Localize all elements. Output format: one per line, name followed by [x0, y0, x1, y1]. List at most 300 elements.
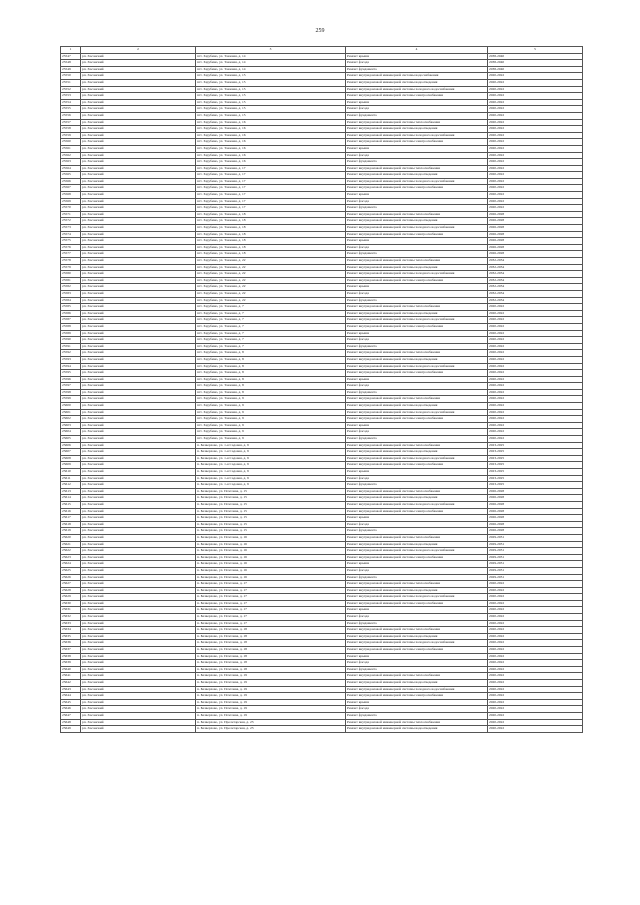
- row-number-cell: 25648: [61, 719, 81, 726]
- address-cell: пгт. Зарубино, ул. Таежная, д. 18: [196, 218, 346, 225]
- table-row: [61, 271, 583, 278]
- period-cell: 2020-2022: [488, 693, 583, 700]
- period-cell: 2026-2028: [488, 521, 583, 528]
- municipality-cell: рп. Хасанский: [81, 726, 196, 733]
- row-number-cell: 25644: [61, 693, 81, 700]
- work-type-cell: Ремонт внутридомовой инженерной системы теплоснабжения: [346, 211, 488, 218]
- table-row: [61, 66, 583, 73]
- table-row: [61, 165, 583, 172]
- address-cell: п. Безверхово, ул. Почтовая, д. 15: [196, 495, 346, 502]
- address-cell: п. Безверхово, ул. 1-я Садовая, д. 9: [196, 475, 346, 482]
- municipality-cell: рп. Хасанский: [81, 172, 196, 179]
- table-row: [61, 53, 583, 60]
- table-row: [61, 647, 583, 654]
- address-cell: пгт. Зарубино, ул. Таежная, д. 18: [196, 231, 346, 238]
- address-cell: пгт. Зарубино, ул. Таежная, д. 17: [196, 198, 346, 205]
- row-number-cell: 25571: [61, 211, 81, 218]
- row-number-cell: 25566: [61, 178, 81, 185]
- work-type-cell: Ремонт фундамента: [346, 251, 488, 258]
- table-row: [61, 706, 583, 713]
- row-number-cell: 25556: [61, 112, 81, 119]
- address-cell: п. Безверхово, ул. Почтовая, д. 16: [196, 561, 346, 568]
- period-cell: 2020-2022: [488, 614, 583, 621]
- row-number-cell: 25555: [61, 106, 81, 113]
- address-cell: пгт. Зарубино, ул. Таежная, д. 9: [196, 436, 346, 443]
- row-number-cell: 25576: [61, 244, 81, 251]
- municipality-cell: рп. Хасанский: [81, 350, 196, 357]
- row-number-cell: 25630: [61, 600, 81, 607]
- table-header-row: [61, 47, 583, 54]
- municipality-cell: рп. Хасанский: [81, 416, 196, 423]
- row-number-cell: 25584: [61, 297, 81, 304]
- municipality-cell: рп. Хасанский: [81, 356, 196, 363]
- work-type-cell: Ремонт фасада: [346, 60, 488, 67]
- work-type-cell: Ремонт внутридомовой инженерной системы теплоснабжения: [346, 258, 488, 265]
- address-cell: пгт. Зарубино, ул. Таежная, д. 22: [196, 277, 346, 284]
- address-cell: пгт. Зарубино, ул. Таежная, д. 15: [196, 106, 346, 113]
- period-cell: 2038-2040: [488, 66, 583, 73]
- row-number-cell: 25603: [61, 422, 81, 429]
- row-number-cell: 25617: [61, 515, 81, 522]
- table-row: [61, 251, 583, 258]
- municipality-cell: рп. Хасанский: [81, 132, 196, 139]
- work-type-cell: Ремонт внутридомовой инженерной системы водоотведения: [346, 264, 488, 271]
- table-row: [61, 99, 583, 106]
- address-cell: пгт. Зарубино, ул. Таежная, д. 18: [196, 225, 346, 232]
- municipality-cell: рп. Хасанский: [81, 330, 196, 337]
- address-cell: пгт. Зарубино, ул. Таежная, д. 22: [196, 297, 346, 304]
- row-number-cell: 25626: [61, 574, 81, 581]
- period-cell: 2020-2022: [488, 403, 583, 410]
- table-row: [61, 310, 583, 317]
- address-cell: пгт. Зарубино, ул. Таежная, д. 14: [196, 53, 346, 60]
- municipality-cell: рп. Хасанский: [81, 376, 196, 383]
- table-row: [61, 429, 583, 436]
- row-number-cell: 25624: [61, 561, 81, 568]
- work-type-cell: Ремонт фасада: [346, 660, 488, 667]
- period-cell: 2020-2022: [488, 73, 583, 80]
- address-cell: п. Безверхово, ул. Почтовая, д. 18: [196, 647, 346, 654]
- municipality-cell: рп. Хасанский: [81, 205, 196, 212]
- municipality-cell: рп. Хасанский: [81, 455, 196, 462]
- period-cell: 2020-2022: [488, 409, 583, 416]
- municipality-cell: рп. Хасанский: [81, 660, 196, 667]
- municipality-cell: рп. Хасанский: [81, 152, 196, 159]
- address-cell: пгт. Зарубино, ул. Таежная, д. 16: [196, 152, 346, 159]
- row-number-cell: 25581: [61, 277, 81, 284]
- municipality-cell: рп. Хасанский: [81, 225, 196, 232]
- table-row: [61, 159, 583, 166]
- work-type-cell: Ремонт внутридомовой инженерной системы водоотведения: [346, 541, 488, 548]
- municipality-cell: рп. Хасанский: [81, 264, 196, 271]
- row-number-cell: 25605: [61, 436, 81, 443]
- table-row: [61, 614, 583, 621]
- row-number-cell: 25613: [61, 488, 81, 495]
- table-row: [61, 112, 583, 119]
- address-cell: пгт. Зарубино, ул. Таежная, д. 17: [196, 172, 346, 179]
- table-row: [61, 469, 583, 476]
- period-cell: 2026-2028: [488, 225, 583, 232]
- work-type-cell: Ремонт внутридомовой инженерной системы холодного водоснабжения: [346, 594, 488, 601]
- table-row: [61, 515, 583, 522]
- municipality-cell: рп. Хасанский: [81, 422, 196, 429]
- table-row: [61, 211, 583, 218]
- period-cell: 2032-2034: [488, 258, 583, 265]
- address-cell: пгт. Зарубино, ул. Таежная, д. 16: [196, 159, 346, 166]
- work-type-cell: Ремонт внутридомовой инженерной системы электроснабжения: [346, 323, 488, 330]
- work-type-cell: Ремонт внутридомовой инженерной системы холодного водоснабжения: [346, 409, 488, 416]
- municipality-cell: рп. Хасанский: [81, 541, 196, 548]
- table-row: [61, 587, 583, 594]
- period-cell: 2020-2022: [488, 436, 583, 443]
- work-type-cell: Ремонт внутридомовой инженерной системы холодного водоснабжения: [346, 271, 488, 278]
- address-cell: п. Безверхово, ул. Почтовая, д. 17: [196, 587, 346, 594]
- work-type-cell: Ремонт фундамента: [346, 482, 488, 489]
- row-number-cell: 25590: [61, 337, 81, 344]
- row-number-cell: 25647: [61, 712, 81, 719]
- address-cell: п. Безверхово, ул. Почтовая, д. 18: [196, 653, 346, 660]
- row-number-cell: 25585: [61, 304, 81, 311]
- work-type-cell: Ремонт внутридомовой инженерной системы водоотведения: [346, 126, 488, 133]
- period-cell: 2020-2022: [488, 633, 583, 640]
- municipality-cell: рп. Хасанский: [81, 436, 196, 443]
- period-cell: 2020-2022: [488, 112, 583, 119]
- municipality-cell: рп. Хасанский: [81, 251, 196, 258]
- row-number-cell: 25620: [61, 534, 81, 541]
- table-row: [61, 152, 583, 159]
- row-number-cell: 25580: [61, 271, 81, 278]
- work-type-cell: Ремонт внутридомовой инженерной системы водоотведения: [346, 79, 488, 86]
- municipality-cell: рп. Хасанский: [81, 139, 196, 146]
- work-type-cell: Ремонт внутридомовой инженерной системы водоотведения: [346, 218, 488, 225]
- row-number-cell: 25564: [61, 165, 81, 172]
- municipality-cell: рп. Хасанский: [81, 86, 196, 93]
- municipality-cell: рп. Хасанский: [81, 640, 196, 647]
- work-type-cell: Ремонт внутридомовой инженерной системы теплоснабжения: [346, 488, 488, 495]
- table-row: [61, 258, 583, 265]
- municipality-cell: рп. Хасанский: [81, 389, 196, 396]
- period-cell: 2020-2022: [488, 93, 583, 100]
- row-number-cell: 25646: [61, 706, 81, 713]
- period-cell: 2020-2022: [488, 363, 583, 370]
- municipality-cell: рп. Хасанский: [81, 508, 196, 515]
- table-row: [61, 389, 583, 396]
- row-number-cell: 25582: [61, 284, 81, 291]
- period-cell: 2020-2022: [488, 429, 583, 436]
- period-cell: 2020-2022: [488, 178, 583, 185]
- address-cell: пгт. Зарубино, ул. Таежная, д. 7: [196, 310, 346, 317]
- municipality-cell: рп. Хасанский: [81, 574, 196, 581]
- municipality-cell: рп. Хасанский: [81, 686, 196, 693]
- period-cell: 2020-2022: [488, 172, 583, 179]
- address-cell: пгт. Зарубино, ул. Таежная, д. 15: [196, 99, 346, 106]
- municipality-cell: рп. Хасанский: [81, 297, 196, 304]
- period-cell: 2020-2022: [488, 699, 583, 706]
- table-row: [61, 436, 583, 443]
- row-number-cell: 25607: [61, 449, 81, 456]
- address-cell: пгт. Зарубино, ул. Таежная, д. 8: [196, 389, 346, 396]
- work-type-cell: Ремонт фундамента: [346, 343, 488, 350]
- row-number-cell: 25600: [61, 403, 81, 410]
- table-row: [61, 561, 583, 568]
- table-row: [61, 521, 583, 528]
- period-cell: 2020-2022: [488, 310, 583, 317]
- table-row: [61, 132, 583, 139]
- period-cell: 2020-2022: [488, 396, 583, 403]
- row-number-cell: 25549: [61, 66, 81, 73]
- municipality-cell: рп. Хасанский: [81, 337, 196, 344]
- address-cell: п. Безверхово, ул. Почтовая, д. 15: [196, 521, 346, 528]
- address-cell: п. Безверхово, ул. Почтовая, д. 16: [196, 548, 346, 555]
- table-row: [61, 139, 583, 146]
- address-cell: пгт. Зарубино, ул. Таежная, д. 18: [196, 211, 346, 218]
- row-number-cell: 25637: [61, 647, 81, 654]
- municipality-cell: рп. Хасанский: [81, 178, 196, 185]
- row-number-cell: 25625: [61, 567, 81, 574]
- work-type-cell: Ремонт фасада: [346, 290, 488, 297]
- work-type-cell: Ремонт внутридомовой инженерной системы холодного водоснабжения: [346, 225, 488, 232]
- municipality-cell: рп. Хасанский: [81, 277, 196, 284]
- row-number-cell: 25608: [61, 455, 81, 462]
- address-cell: пгт. Зарубино, ул. Таежная, д. 15: [196, 93, 346, 100]
- work-type-cell: Ремонт внутридомовой инженерной системы водоотведения: [346, 356, 488, 363]
- work-type-cell: Ремонт фасада: [346, 567, 488, 574]
- address-cell: п. Безверхово, ул. Почтовая, д. 17: [196, 594, 346, 601]
- municipality-cell: рп. Хасанский: [81, 581, 196, 588]
- table-row: [61, 376, 583, 383]
- period-cell: 2023-2025: [488, 475, 583, 482]
- period-cell: 2020-2022: [488, 323, 583, 330]
- column-header: 1: [61, 47, 81, 54]
- period-cell: 2020-2022: [488, 581, 583, 588]
- municipality-cell: рп. Хасанский: [81, 304, 196, 311]
- address-cell: пгт. Зарубино, ул. Таежная, д. 17: [196, 178, 346, 185]
- row-number-cell: 25579: [61, 264, 81, 271]
- table-row: [61, 508, 583, 515]
- work-type-cell: Ремонт крыши: [346, 53, 488, 60]
- municipality-cell: рп. Хасанский: [81, 528, 196, 535]
- municipality-cell: рп. Хасанский: [81, 653, 196, 660]
- row-number-cell: 25573: [61, 225, 81, 232]
- address-cell: пгт. Зарубино, ул. Таежная, д. 9: [196, 403, 346, 410]
- period-cell: 2020-2022: [488, 350, 583, 357]
- table-row: [61, 726, 583, 733]
- column-header: 5: [488, 47, 583, 54]
- municipality-cell: рп. Хасанский: [81, 567, 196, 574]
- address-cell: п. Безверхово, ул. Почтовая, д. 16: [196, 554, 346, 561]
- work-type-cell: Ремонт внутридомовой инженерной системы электроснабжения: [346, 231, 488, 238]
- municipality-cell: рп. Хасанский: [81, 469, 196, 476]
- address-cell: п. Безверхово, ул. 1-я Садовая, д. 9: [196, 462, 346, 469]
- row-number-cell: 25559: [61, 132, 81, 139]
- row-number-cell: 25577: [61, 251, 81, 258]
- work-type-cell: Ремонт внутридомовой инженерной системы электроснабжения: [346, 416, 488, 423]
- address-cell: п. Безверхово, ул. Почтовая, д. 19: [196, 712, 346, 719]
- period-cell: 2029-2031: [488, 574, 583, 581]
- municipality-cell: рп. Хасанский: [81, 693, 196, 700]
- table-row: [61, 192, 583, 199]
- row-number-cell: 25615: [61, 501, 81, 508]
- work-type-cell: Ремонт внутридомовой инженерной системы водоотведения: [346, 680, 488, 687]
- row-number-cell: 25595: [61, 370, 81, 377]
- row-number-cell: 25591: [61, 343, 81, 350]
- period-cell: 2020-2022: [488, 712, 583, 719]
- address-cell: п. Безверхово, ул. 1-я Садовая, д. 9: [196, 469, 346, 476]
- work-type-cell: Ремонт крыши: [346, 376, 488, 383]
- table-row: [61, 277, 583, 284]
- municipality-cell: рп. Хасанский: [81, 647, 196, 654]
- address-cell: пгт. Зарубино, ул. Таежная, д. 9: [196, 416, 346, 423]
- municipality-cell: рп. Хасанский: [81, 680, 196, 687]
- address-cell: пгт. Зарубино, ул. Таежная, д. 17: [196, 185, 346, 192]
- period-cell: 2020-2022: [488, 660, 583, 667]
- address-cell: пгт. Зарубино, ул. Таежная, д. 8: [196, 376, 346, 383]
- table-row: [61, 548, 583, 555]
- row-number-cell: 25569: [61, 198, 81, 205]
- table-row: [61, 541, 583, 548]
- work-type-cell: Ремонт внутридомовой инженерной системы электроснабжения: [346, 554, 488, 561]
- municipality-cell: рп. Хасанский: [81, 192, 196, 199]
- municipality-cell: рп. Хасанский: [81, 501, 196, 508]
- row-number-cell: 25642: [61, 680, 81, 687]
- row-number-cell: 25598: [61, 389, 81, 396]
- address-cell: пгт. Зарубино, ул. Таежная, д. 7: [196, 343, 346, 350]
- table-row: [61, 225, 583, 232]
- work-type-cell: Ремонт фасада: [346, 244, 488, 251]
- municipality-cell: рп. Хасанский: [81, 119, 196, 126]
- period-cell: 2020-2022: [488, 152, 583, 159]
- row-number-cell: 25641: [61, 673, 81, 680]
- period-cell: 2020-2022: [488, 370, 583, 377]
- municipality-cell: рп. Хасанский: [81, 488, 196, 495]
- work-type-cell: Ремонт внутридомовой инженерной системы водоотведения: [346, 310, 488, 317]
- period-cell: 2020-2022: [488, 159, 583, 166]
- table-row: [61, 686, 583, 693]
- work-type-cell: Ремонт фундамента: [346, 620, 488, 627]
- work-type-cell: Ремонт крыши: [346, 145, 488, 152]
- work-type-cell: Ремонт внутридомовой инженерной системы холодного водоснабжения: [346, 317, 488, 324]
- period-cell: 2029-2031: [488, 541, 583, 548]
- address-cell: пгт. Зарубино, ул. Таежная, д. 17: [196, 205, 346, 212]
- period-cell: 2026-2028: [488, 488, 583, 495]
- address-cell: пгт. Зарубино, ул. Таежная, д. 8: [196, 350, 346, 357]
- table-row: [61, 363, 583, 370]
- period-cell: 2020-2022: [488, 600, 583, 607]
- table-row: [61, 79, 583, 86]
- row-number-cell: 25550: [61, 73, 81, 80]
- municipality-cell: рп. Хасанский: [81, 515, 196, 522]
- address-cell: п. Безверхово, ул. Почтовая, д. 18: [196, 633, 346, 640]
- table-row: [61, 528, 583, 535]
- period-cell: 2026-2028: [488, 211, 583, 218]
- row-number-cell: 25619: [61, 528, 81, 535]
- row-number-cell: 25622: [61, 548, 81, 555]
- table-row: [61, 73, 583, 80]
- row-number-cell: 25588: [61, 323, 81, 330]
- period-cell: 2032-2034: [488, 284, 583, 291]
- municipality-cell: рп. Хасанский: [81, 594, 196, 601]
- municipality-cell: рп. Хасанский: [81, 231, 196, 238]
- table-row: [61, 482, 583, 489]
- row-number-cell: 25614: [61, 495, 81, 502]
- table-row: [61, 297, 583, 304]
- period-cell: 2023-2025: [488, 469, 583, 476]
- period-cell: 2020-2022: [488, 389, 583, 396]
- row-number-cell: 25635: [61, 633, 81, 640]
- row-number-cell: 25604: [61, 429, 81, 436]
- address-cell: пгт. Зарубино, ул. Таежная, д. 22: [196, 258, 346, 265]
- table-row: [61, 317, 583, 324]
- page-number: 259: [315, 28, 325, 34]
- period-cell: 2020-2022: [488, 205, 583, 212]
- period-cell: 2026-2028: [488, 231, 583, 238]
- municipality-cell: рп. Хасанский: [81, 284, 196, 291]
- municipality-cell: рп. Хасанский: [81, 719, 196, 726]
- address-cell: п. Безверхово, ул. Почтовая, д. 15: [196, 515, 346, 522]
- municipality-cell: рп. Хасанский: [81, 218, 196, 225]
- table-row: [61, 350, 583, 357]
- row-number-cell: 25575: [61, 238, 81, 245]
- period-cell: 2020-2022: [488, 647, 583, 654]
- table-row: [61, 495, 583, 502]
- table-row: [61, 106, 583, 113]
- period-cell: 2026-2028: [488, 528, 583, 535]
- address-cell: п. Безверхово, ул. Почтовая, д. 16: [196, 534, 346, 541]
- municipality-cell: рп. Хасанский: [81, 99, 196, 106]
- row-number-cell: 25547: [61, 53, 81, 60]
- table-row: [61, 284, 583, 291]
- address-cell: п. Безверхово, ул. 1-я Садовая, д. 9: [196, 482, 346, 489]
- row-number-cell: 25586: [61, 310, 81, 317]
- address-cell: пгт. Зарубино, ул. Таежная, д. 7: [196, 323, 346, 330]
- address-cell: п. Безверхово, ул. Почтовая, д. 17: [196, 614, 346, 621]
- address-cell: п. Безверхово, ул. Почтовая, д. 19: [196, 686, 346, 693]
- work-type-cell: Ремонт внутридомовой инженерной системы теплоснабжения: [346, 534, 488, 541]
- work-type-cell: Ремонт крыши: [346, 699, 488, 706]
- address-cell: п. Безверхово, ул. 1-я Садовая, д. 9: [196, 442, 346, 449]
- row-number-cell: 25643: [61, 686, 81, 693]
- address-cell: пгт. Зарубино, ул. Таежная, д. 8: [196, 363, 346, 370]
- address-cell: п. Безверхово, ул. Почтовая, д. 17: [196, 581, 346, 588]
- work-type-cell: Ремонт крыши: [346, 607, 488, 614]
- municipality-cell: рп. Хасанский: [81, 343, 196, 350]
- work-type-cell: Ремонт внутридомовой инженерной системы теплоснабжения: [346, 350, 488, 357]
- municipality-cell: рп. Хасанский: [81, 554, 196, 561]
- address-cell: пгт. Зарубино, ул. Таежная, д. 15: [196, 86, 346, 93]
- address-cell: пгт. Зарубино, ул. Таежная, д. 16: [196, 145, 346, 152]
- row-number-cell: 25596: [61, 376, 81, 383]
- period-cell: 2020-2022: [488, 119, 583, 126]
- municipality-cell: рп. Хасанский: [81, 673, 196, 680]
- municipality-cell: рп. Хасанский: [81, 185, 196, 192]
- work-type-cell: Ремонт внутридомовой инженерной системы теплоснабжения: [346, 719, 488, 726]
- period-cell: 2029-2031: [488, 567, 583, 574]
- table-row: [61, 403, 583, 410]
- work-type-cell: Ремонт внутридомовой инженерной системы теплоснабжения: [346, 165, 488, 172]
- municipality-cell: рп. Хасанский: [81, 73, 196, 80]
- table-row: [61, 264, 583, 271]
- work-type-cell: Ремонт внутридомовой инженерной системы теплоснабжения: [346, 581, 488, 588]
- row-number-cell: 25558: [61, 126, 81, 133]
- period-cell: 2020-2022: [488, 139, 583, 146]
- table-row: [61, 145, 583, 152]
- period-cell: 2026-2028: [488, 251, 583, 258]
- table-body: [61, 53, 583, 732]
- work-type-cell: Ремонт крыши: [346, 192, 488, 199]
- address-cell: п. Безверхово, ул. Почтовая, д. 16: [196, 574, 346, 581]
- address-cell: пгт. Зарубино, ул. Таежная, д. 14: [196, 60, 346, 67]
- row-number-cell: 25592: [61, 350, 81, 357]
